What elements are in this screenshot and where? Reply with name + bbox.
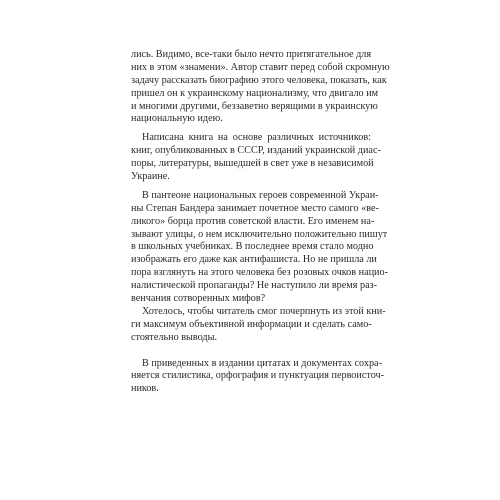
text-line: задачу рассказать биографию этого человека, показать, как (131, 74, 387, 86)
text-line: них в этом «знамени». Автор ставит перед собой скромную (131, 61, 390, 73)
text-line: няется стилистика, орфография и пунктуация первоисточ- (131, 370, 385, 382)
body-text (131, 49, 390, 396)
text-line: В пантеоне национальных героев современной Украи- (142, 189, 379, 201)
text-line: Написана книга на основе различных источников: (142, 132, 371, 144)
text-line: налистической пропаганды? Не наступило ли время раз- (131, 280, 378, 292)
paragraph-pantheon (131, 189, 388, 306)
text-line: лись. Видимо, все-таки было нечто притягательное для (131, 49, 372, 60)
text-line: и многими другими, беззаветно верящими в украинскую (131, 100, 378, 112)
text-line: в школьных учебниках. В последнее время стало модно (131, 241, 374, 253)
text-line: пришел он к украинскому национализму, что двигало им (131, 87, 379, 99)
text-line: В приведенных в издании цитатах и документах сохра- (142, 357, 382, 369)
paragraph-continuation (131, 49, 390, 126)
text-line: ны Степан Бандера занимает почетное место самого «ве- (131, 202, 379, 214)
text-line: национальную идею. (131, 113, 223, 125)
text-line: изображать его даже как антифашиста. Но не пришла ли (131, 254, 377, 266)
text-line: книг, опубликованных в СССР, изданий украинской диас- (131, 145, 381, 157)
text-line: стоятельно выводы. (131, 331, 217, 343)
text-line: зывают улицы, о нем исключительно положительно пишут (131, 228, 388, 240)
text-line: венчания сотворенных мифов? (131, 293, 266, 305)
text-line: поры, литературы, вышедшей в свет уже в независимой (131, 158, 374, 170)
paragraph-sources (131, 132, 381, 184)
text-line: ликого» борца против советской власти. Его именем на- (131, 215, 375, 227)
text-line: ги максимум объективной информации и сделать само- (131, 318, 372, 330)
text-line: пора взглянуть на этого человека без розовых очков нацио- (131, 267, 388, 279)
text-line: Хотелось, чтобы читатель смог почерпнуть из этой кни- (142, 305, 386, 317)
paragraph-citation-note (131, 357, 385, 397)
text-line: Украине. (131, 171, 170, 183)
paragraph-reader (131, 305, 386, 345)
text-line: ников. (131, 383, 159, 395)
